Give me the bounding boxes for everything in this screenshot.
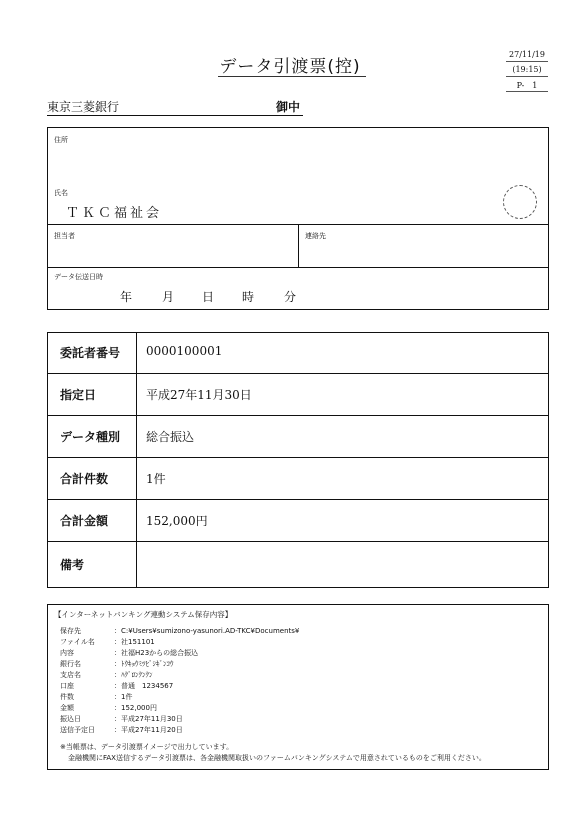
- contact-label: 連絡先: [305, 232, 326, 240]
- info-key: 銀行名: [60, 660, 81, 668]
- title-underline: [218, 76, 366, 77]
- details-row-divider: [47, 499, 549, 500]
- data-type-value: 総合振込: [146, 430, 195, 444]
- details-row-divider: [47, 373, 549, 374]
- document-title: データ引渡票(控): [219, 57, 361, 77]
- designated-date-label: 指定日: [60, 388, 97, 402]
- details-row-divider: [47, 457, 549, 458]
- details-vdivider: [136, 332, 137, 588]
- info-value: ：ﾊｸﾞﾛﾝｸﾝｸﾝ: [114, 671, 153, 679]
- total-amount-label: 合計金額: [60, 514, 109, 528]
- info-key: 保存先: [60, 627, 81, 635]
- info-key: 支店名: [60, 671, 81, 679]
- remarks-label: 備考: [60, 558, 85, 572]
- consignor-number-value: 0000100001: [146, 344, 223, 358]
- data-type-label: データ種別: [60, 430, 121, 444]
- client-vdivider: [298, 224, 299, 267]
- details-row-divider: [47, 541, 549, 542]
- recipient-bank: 東京三菱銀行: [47, 100, 120, 114]
- meta-divider: [506, 91, 548, 92]
- info-value: ：普通 1234567: [114, 682, 174, 690]
- recipient-underline: [47, 115, 303, 116]
- storage-info-title: 【インターネットバンキング連動システム保存内容】: [54, 610, 233, 619]
- dt-day: 日: [202, 290, 215, 304]
- client-name: ＴＫＣ福祉会: [66, 206, 163, 221]
- dt-month: 月: [162, 290, 175, 304]
- info-value: ：C:¥Users¥sumizono-yasunori.AD-TKC¥Documents¥: [114, 627, 300, 635]
- recipient-suffix: 御中: [276, 100, 301, 114]
- info-key: 口座: [60, 682, 74, 690]
- dt-minute: 分: [284, 290, 297, 304]
- transmission-label: データ伝送日時: [54, 273, 103, 281]
- name-label: 氏名: [54, 189, 68, 197]
- consignor-number-label: 委託者番号: [60, 346, 121, 360]
- info-value: ：ﾄｳｷｮｳﾐﾂﾋﾞｼｷﾞﾝｺｳ: [114, 660, 174, 668]
- meta-divider: [506, 76, 548, 77]
- contact-person-label: 担当者: [54, 232, 75, 240]
- total-amount-value: 152,000円: [146, 514, 208, 528]
- info-note: 金融機関にFAX送信するデータ引渡票は、各金融機関取扱いのファームバンキングシステムで用意されているものをご利用ください。: [68, 754, 486, 762]
- info-note: ※当帳票は、データ引渡票イメージで出力しています。: [60, 743, 234, 751]
- seal-circle: [503, 185, 537, 219]
- info-key: 金額: [60, 704, 74, 712]
- page-number: P- 1: [516, 81, 538, 90]
- info-value: ：1件: [114, 693, 133, 701]
- total-count-label: 合計件数: [60, 472, 109, 486]
- info-key: 送信予定日: [60, 726, 95, 734]
- info-value: ：社福H23からの総合振込: [114, 649, 199, 657]
- total-count-value: 1件: [146, 472, 166, 486]
- client-divider: [47, 267, 549, 268]
- details-table: [47, 332, 549, 588]
- print-date: 27/11/19: [509, 50, 545, 59]
- dt-year: 年: [120, 290, 133, 304]
- info-key: 振込日: [60, 715, 81, 723]
- dt-hour: 時: [242, 290, 255, 304]
- info-value: ：152,000円: [114, 704, 157, 712]
- address-label: 住所: [54, 136, 68, 144]
- print-time: (19:15): [512, 65, 542, 74]
- info-key: 内容: [60, 649, 74, 657]
- designated-date-value: 平成27年11月30日: [146, 388, 252, 402]
- info-value: ：平成27年11月20日: [114, 726, 183, 734]
- info-value: ：社151101: [114, 638, 155, 646]
- details-row-divider: [47, 415, 549, 416]
- meta-divider: [506, 61, 548, 62]
- info-key: ファイル名: [60, 638, 95, 646]
- info-key: 件数: [60, 693, 74, 701]
- info-value: ：平成27年11月30日: [114, 715, 183, 723]
